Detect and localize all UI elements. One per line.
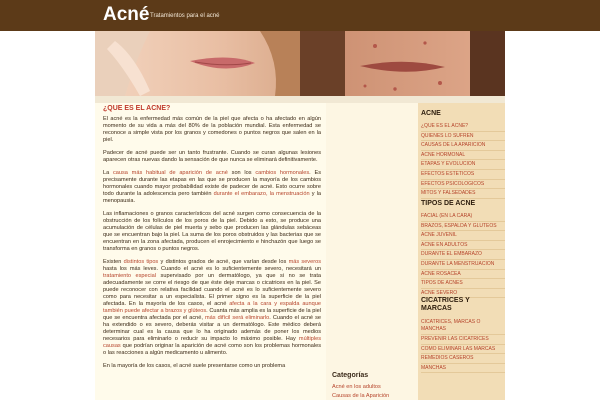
sidebar-item-prevenir-cicatrices[interactable]: PREVENIR LAS CICATRICES — [421, 335, 505, 345]
site-logo[interactable]: Acné — [103, 4, 150, 25]
header-banner-image — [95, 31, 505, 96]
sidebar-menu-cicatrices — [421, 318, 505, 373]
link-tratamiento-especial[interactable]: tratamiento especial — [103, 273, 157, 279]
sidebar-item-facial[interactable]: FACIAL (EN LA CARA) — [421, 212, 505, 222]
link-mas-dificil[interactable]: más difícil será eliminarlo — [205, 315, 270, 321]
link-mas-severos[interactable]: más severos — [288, 259, 321, 265]
article-paragraph: Padecer de acné puede ser un tanto frustrante. Cuando se curan algunas lesiones aparecen otras nuevas dando la sensación de que nunca se eliminará definitivamente. — [103, 150, 321, 163]
sidebar-item-manchas[interactable]: MANCHAS — [421, 364, 505, 374]
categories-title: Categorías — [332, 372, 369, 379]
sidebar-section-title: CICATRICES Y MARCAS — [421, 297, 470, 312]
banner-divider — [95, 96, 505, 103]
article-paragraph: Las inflamaciones o granos característicos del acné surgen como consecuencia de la obstrucción de los folículos de los poros de la piel. Debido a esto, se produce una acumulación de células de piel muerta y sebo que producen las glándulas sebáceas que se encuentran bajo la piel. La suma de los poros obstruidos y las bacterias que se encuentran en la zona afectada, producen el enrojecimiento e hinchazón que luego se transforma en granos o puntos negros. — [103, 211, 321, 252]
sidebar-item-acne-severo[interactable]: ACNE SEVERO — [421, 289, 505, 299]
sidebar-item-menstruacion[interactable]: DURANTE LA MENSTRUACION — [421, 260, 505, 270]
sidebar-item-acne-adultos[interactable]: ACNE EN ADULTOS — [421, 241, 505, 251]
sidebar-menu-acne — [421, 122, 505, 199]
categories-column — [326, 103, 418, 400]
sidebar-item-embarazo[interactable]: DURANTE EL EMBARAZO — [421, 250, 505, 260]
sidebar-section-title: ACNE — [421, 110, 441, 117]
link-distintos-tipos[interactable]: distintos tipos — [123, 259, 159, 265]
category-link[interactable]: Causas de la Aparición — [332, 393, 390, 399]
article — [103, 105, 321, 376]
sidebar-item-etapas[interactable]: ETAPAS Y EVOLUCION — [421, 160, 505, 170]
sidebar-item-quienes-lo-sufren[interactable]: QUIENES LO SUFREN — [421, 132, 505, 142]
sidebar-item-cicatrices-marcas[interactable]: CICATRICES, MARCAS O MANCHAS — [421, 318, 505, 335]
article-paragraph: La causa más habitual de aparición de acné son los cambios hormonales. Es precisamente durante las etapas en las que se producen la mayoría de los cambios hormonales cuando mayor probabilidad existe de padecer de acné. Esto ocurre sobre todo durante la adolescencia pero también durante el embarazo, la menstruación y la menopausia. — [103, 170, 322, 204]
link-causa-habitual[interactable]: causa más habitual de aparición de acné — [112, 170, 228, 176]
link-embarazo-menstruacion[interactable]: durante el embarazo, la menstruación — [213, 191, 310, 197]
link-multiples-causas[interactable]: múltiples causas — [103, 336, 321, 349]
sidebar-item-brazos-espalda[interactable]: BRAZOS, ESPALDA Y GLUTEOS — [421, 222, 505, 232]
link-cara-espalda[interactable]: afecta a la cara y espalda aunque también puede afectar a brazos y glúteos — [103, 301, 321, 314]
article-paragraph: El acné es la enfermedad más común de la piel que afecta o ha afectado en algún momento de su vida a más del 80% de la población mundial. Esta enfermedad se reconoce a simple vista por los granos y comedones o puntos negros que salen en la piel. — [103, 116, 321, 143]
sidebar-item-mitos[interactable]: MITOS Y FALSEDADES — [421, 189, 505, 199]
sidebar-section-title: TIPOS DE ACNE — [421, 200, 476, 207]
sidebar-item-causas[interactable]: CAUSAS DE LA APARICION — [421, 141, 505, 151]
site-header — [0, 0, 600, 31]
sidebar-item-remedios-caseros[interactable]: REMEDIOS CASEROS — [421, 354, 505, 364]
site-tagline: Tratamientos para el acné — [150, 13, 220, 19]
sidebar-item-que-es-el-acne[interactable]: ¿QUE ES EL ACNE? — [421, 122, 505, 132]
sidebar-item-acne-rosacea[interactable]: ACNE ROSACEA — [421, 270, 505, 280]
link-cambios-hormonales[interactable]: cambios hormonales — [255, 170, 310, 176]
category-link[interactable]: Acné en los adultos — [332, 384, 381, 390]
article-title: ¿QUE ES EL ACNE? — [103, 105, 171, 112]
sidebar-item-eliminar-marcas[interactable]: COMO ELIMINAR LAS MARCAS — [421, 345, 505, 355]
sidebar-item-efectos-esteticos[interactable]: EFECTOS ESTETICOS — [421, 170, 505, 180]
sidebar-item-tipos-acnes[interactable]: TIPOS DE ACNES — [421, 279, 505, 289]
sidebar-item-acne-juvenil[interactable]: ACNE JUVENIL — [421, 231, 505, 241]
sidebar-item-efectos-psicologicos[interactable]: EFECTOS PSICOLOGICOS — [421, 180, 505, 190]
sidebar-item-acne-hormonal[interactable]: ACNE HORMONAL — [421, 151, 505, 161]
article-paragraph: En la mayoría de los casos, el acné suele presentarse como un problema — [103, 363, 286, 369]
article-paragraph: Existen distintos tipos y distintos grados de acné, que varían desde los más severos hasta los más leves. Cuando el acné es lo suficientemente severo, necesitará un tratamiento especial supervisado por un dermatólogo, ya que si no se trata adecuadamente se corre el riesgo de que éste deje marcas o cicatrices en la piel. Se puede reconocer con relativa facilidad cuando el acné es lo suficientemente severo como para necesitar a un especialista. El primer signo es la superficie de la piel afectada. En la mayoría de los casos, el acné afecta a la cara y espalda aunque también puede afectar a brazos y glúteos. Cuanta más amplia es la superficie de la piel que se encuentra afectada por el acné, más difícil será eliminarlo. Cuando el acné se ha extendido o es severo, deberás visitar a un dermatólogo. Este médico deberá determinar cual es la causa que lo ha originado además de poner los medios necesarios para eliminarlo o reducir su impacto lo máximo posible. Hay múltiples causas que podrían originar la aparición de acné como son los problemas hormonales o las reacciones a algún medicamento u alimento. — [103, 259, 321, 356]
sidebar-menu-tipos — [421, 212, 505, 298]
